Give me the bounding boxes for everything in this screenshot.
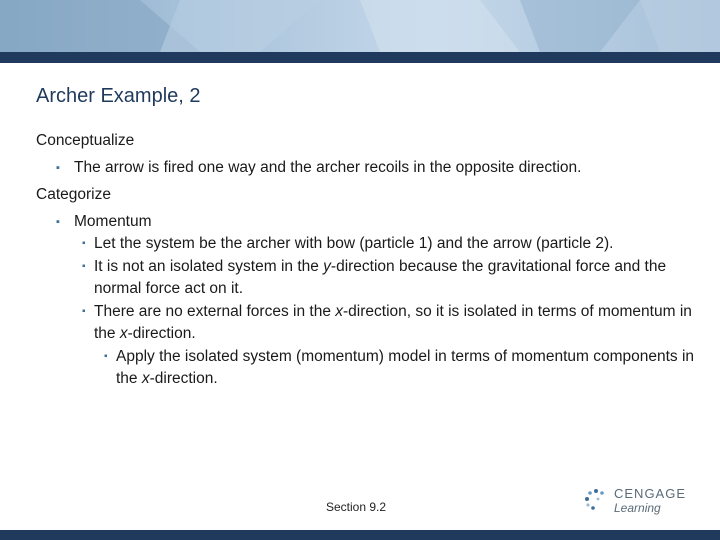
subbullet-not-isolated-y bbox=[36, 256, 696, 300]
subbullet-isolated-x bbox=[36, 301, 696, 345]
bottom-rule bbox=[0, 530, 720, 540]
top-rule bbox=[0, 52, 720, 63]
banner-pattern-icon bbox=[0, 0, 720, 52]
slide-title: Archer Example, 2 bbox=[36, 85, 201, 107]
bullet-icon: ▪ bbox=[56, 216, 60, 228]
bullet-arrow-fired bbox=[36, 157, 696, 179]
subbullet-text: Let the system be the archer with bow (particle 1) and the arrow (particle 2). bbox=[94, 235, 614, 252]
logo-top-text: CENGAGE bbox=[614, 486, 687, 501]
slide-content bbox=[36, 130, 696, 390]
cengage-logo bbox=[584, 486, 694, 518]
top-banner bbox=[0, 0, 720, 52]
bullet-icon: ▪ bbox=[56, 162, 60, 174]
bullet-momentum bbox=[36, 211, 696, 233]
bullet-icon: ▪ bbox=[82, 238, 86, 249]
heading-conceptualize: Conceptualize bbox=[36, 132, 135, 149]
subbullet-system bbox=[36, 233, 696, 255]
bullet-text: Momentum bbox=[74, 213, 152, 230]
subbullet-text: There are no external forces in the x-direction, so it is isolated in terms of momentum in the x-direction. bbox=[94, 303, 692, 342]
cengage-logo-dots-icon bbox=[584, 488, 608, 512]
subsubbullet-apply-model bbox=[36, 346, 696, 390]
subsubbullet-text: Apply the isolated system (momentum) model in terms of momentum components in the x-direction. bbox=[116, 348, 695, 387]
bullet-icon: ▪ bbox=[82, 306, 86, 317]
bullet-icon: ▪ bbox=[82, 261, 86, 272]
subbullet-text: It is not an isolated system in the y-direction because the gravitational force and the normal force act on it. bbox=[94, 258, 667, 297]
section-label: Section 9.2 bbox=[326, 500, 387, 514]
logo-bottom-text: Learning bbox=[614, 501, 661, 515]
bullet-text: The arrow is fired one way and the archer recoils in the opposite direction. bbox=[74, 159, 582, 176]
bullet-icon: ▪ bbox=[104, 351, 108, 362]
heading-categorize: Categorize bbox=[36, 186, 111, 203]
